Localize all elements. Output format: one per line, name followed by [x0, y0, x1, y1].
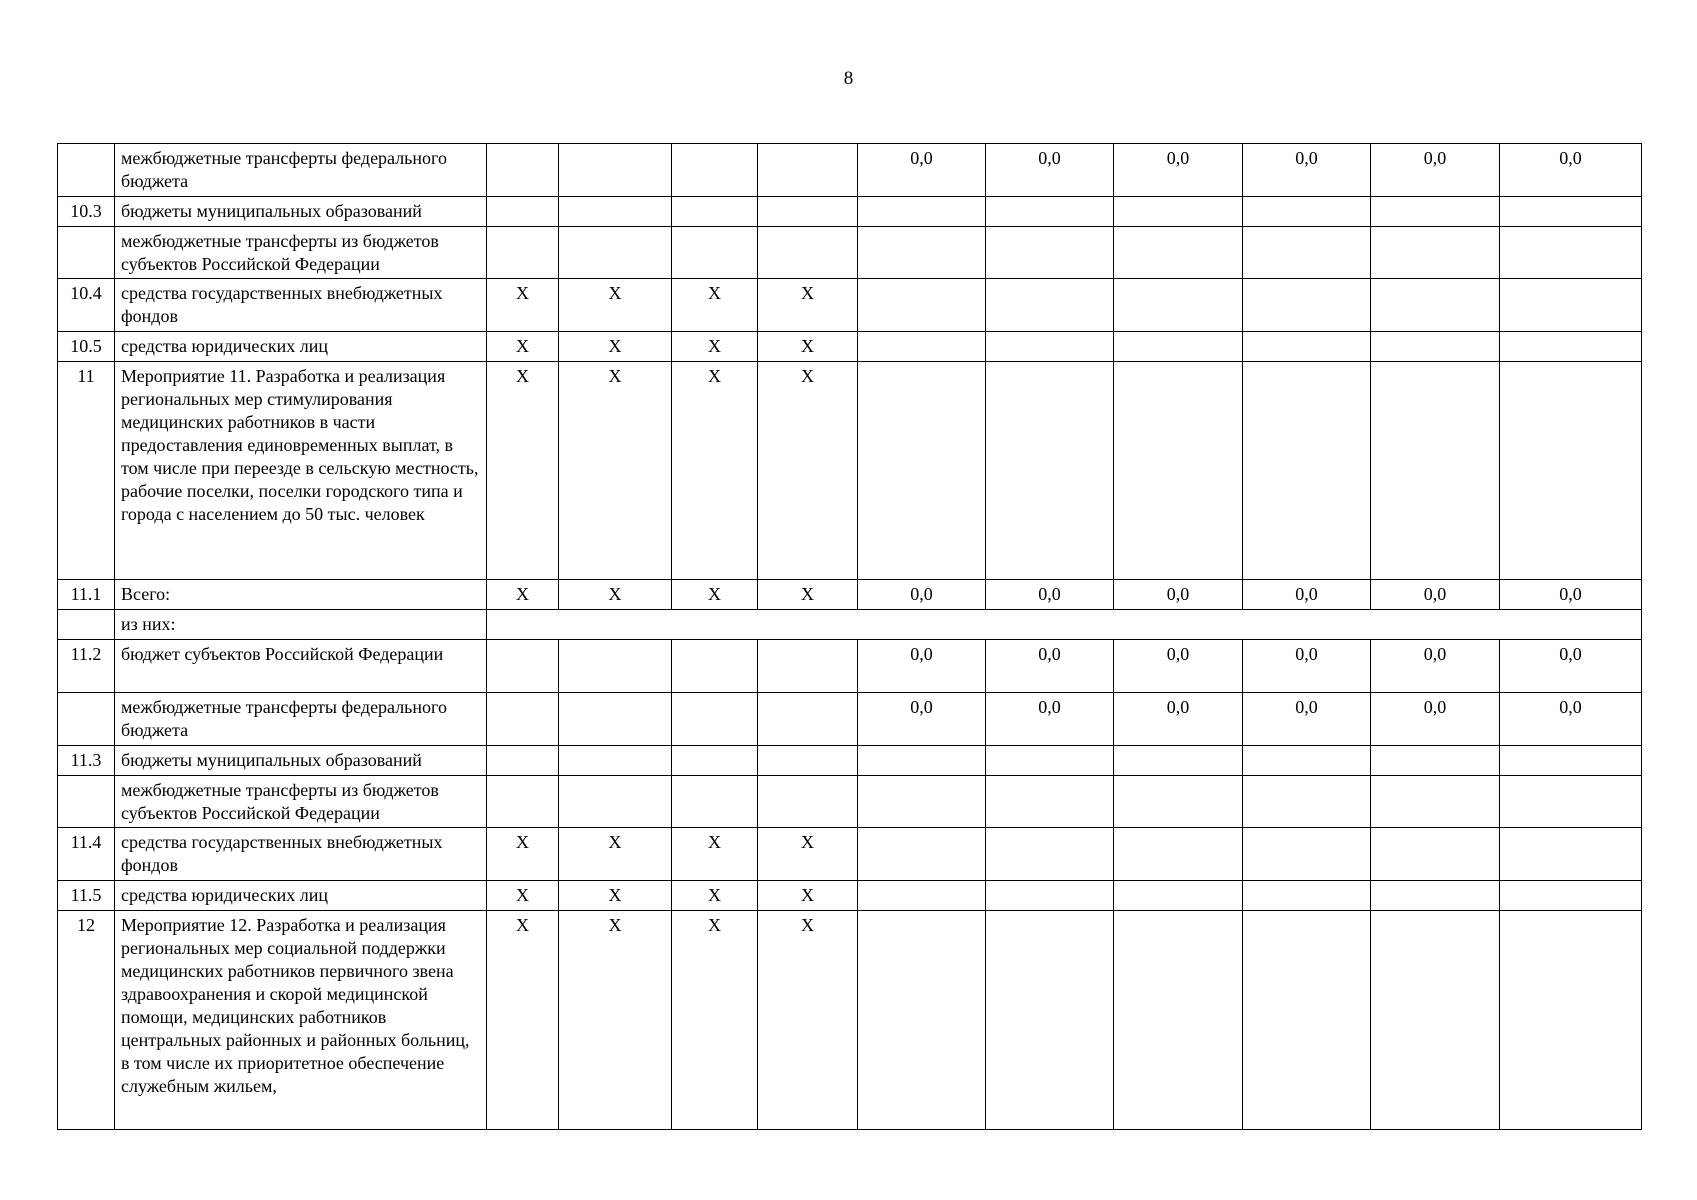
value-cell — [986, 227, 1114, 279]
value-cell — [1371, 197, 1500, 227]
row-number: 11.1 — [58, 580, 115, 610]
table-row — [58, 640, 1642, 693]
value-cell — [1114, 279, 1243, 332]
page-number: 8 — [843, 68, 854, 89]
mark-cell — [559, 693, 672, 746]
value-cell — [858, 828, 986, 881]
table-row — [58, 610, 1642, 640]
mark-cell — [559, 776, 672, 828]
mark-cell — [559, 227, 672, 279]
mark-cell — [487, 144, 559, 197]
mark-cell — [758, 776, 858, 828]
value-cell — [1114, 911, 1243, 1130]
value-cell — [1371, 227, 1500, 279]
mark-cell: X — [559, 279, 672, 332]
value-cell — [858, 362, 986, 580]
value-cell — [986, 881, 1114, 911]
mark-cell — [672, 776, 758, 828]
row-number — [58, 776, 115, 828]
value-cell — [1243, 828, 1371, 881]
mark-cell: X — [672, 362, 758, 580]
row-number — [58, 144, 115, 197]
mark-cell: X — [559, 362, 672, 580]
mark-cell — [559, 197, 672, 227]
row-name: межбюджетные трансферты из бюджетов субъектов Российской Федерации — [115, 227, 487, 279]
value-cell — [1500, 332, 1642, 362]
value-cell: 0,0 — [1114, 580, 1243, 610]
mark-cell — [758, 144, 858, 197]
row-number: 11.4 — [58, 828, 115, 881]
row-name: из них: — [115, 610, 487, 640]
value-cell — [858, 279, 986, 332]
row-name: бюджет субъектов Российской Федерации — [115, 640, 487, 693]
row-number: 11.2 — [58, 640, 115, 693]
value-cell — [1500, 227, 1642, 279]
mark-cell: X — [487, 362, 559, 580]
row-number: 10.3 — [58, 197, 115, 227]
value-cell — [1114, 776, 1243, 828]
mark-cell: X — [758, 332, 858, 362]
mark-cell: X — [487, 911, 559, 1130]
value-cell: 0,0 — [1243, 144, 1371, 197]
row-name: бюджеты муниципальных образований — [115, 746, 487, 776]
value-cell — [1243, 279, 1371, 332]
row-name: Мероприятие 12. Разработка и реализация региональных мер социальной поддержки медицинских работников первичного звена здравоохранения и скорой медицинской помощи, медицинских работников центральных районных и районных больниц, в том числе их приоритетное обеспечение служебным жильем, — [115, 911, 487, 1130]
mark-cell — [758, 746, 858, 776]
value-cell: 0,0 — [986, 693, 1114, 746]
value-cell: 0,0 — [1243, 580, 1371, 610]
value-cell — [858, 881, 986, 911]
table-row — [58, 279, 1642, 332]
row-name: средства государственных внебюджетных фондов — [115, 279, 487, 332]
mark-cell — [672, 144, 758, 197]
mark-cell: X — [487, 580, 559, 610]
mark-cell — [758, 197, 858, 227]
row-name: средства юридических лиц — [115, 332, 487, 362]
value-cell — [1243, 776, 1371, 828]
value-cell — [858, 746, 986, 776]
mark-cell — [672, 197, 758, 227]
value-cell — [1243, 332, 1371, 362]
row-number — [58, 227, 115, 279]
mark-cell — [487, 640, 559, 693]
table-row — [58, 828, 1642, 881]
table-row — [58, 144, 1642, 197]
value-cell — [858, 197, 986, 227]
value-cell: 0,0 — [1114, 640, 1243, 693]
row-name: межбюджетные трансферты федерального бюджета — [115, 693, 487, 746]
value-cell — [1114, 227, 1243, 279]
mark-cell — [559, 144, 672, 197]
table-row — [58, 332, 1642, 362]
mark-cell — [672, 746, 758, 776]
budget-table-body — [58, 144, 1642, 1130]
row-number — [58, 693, 115, 746]
mark-cell — [758, 227, 858, 279]
value-cell — [1371, 332, 1500, 362]
value-cell: 0,0 — [1114, 693, 1243, 746]
row-name: средства юридических лиц — [115, 881, 487, 911]
value-cell — [1243, 197, 1371, 227]
mark-cell: X — [672, 279, 758, 332]
value-cell — [858, 776, 986, 828]
mark-cell — [672, 640, 758, 693]
row-name: межбюджетные трансферты федерального бюджета — [115, 144, 487, 197]
value-cell — [1500, 362, 1642, 580]
value-cell: 0,0 — [858, 144, 986, 197]
mark-cell: X — [672, 580, 758, 610]
table-row — [58, 227, 1642, 279]
value-cell — [986, 362, 1114, 580]
value-cell — [1371, 279, 1500, 332]
mark-cell: X — [672, 828, 758, 881]
mark-cell: X — [487, 881, 559, 911]
value-cell: 0,0 — [1371, 640, 1500, 693]
value-cell — [858, 911, 986, 1130]
row-number: 11.5 — [58, 881, 115, 911]
value-cell: 0,0 — [858, 640, 986, 693]
value-cell — [986, 332, 1114, 362]
value-cell — [1371, 828, 1500, 881]
table-row — [58, 776, 1642, 828]
mark-cell: X — [758, 362, 858, 580]
mark-cell: X — [672, 911, 758, 1130]
value-cell — [1500, 197, 1642, 227]
value-cell — [1114, 362, 1243, 580]
value-cell — [1371, 746, 1500, 776]
mark-cell — [758, 640, 858, 693]
value-cell: 0,0 — [858, 580, 986, 610]
mark-cell: X — [758, 580, 858, 610]
row-name: бюджеты муниципальных образований — [115, 197, 487, 227]
row-name: межбюджетные трансферты из бюджетов субъектов Российской Федерации — [115, 776, 487, 828]
mark-cell: X — [758, 828, 858, 881]
value-cell — [1243, 746, 1371, 776]
value-cell: 0,0 — [986, 640, 1114, 693]
value-cell: 0,0 — [1500, 693, 1642, 746]
row-name: Всего: — [115, 580, 487, 610]
value-cell — [1500, 911, 1642, 1130]
row-number: 10.5 — [58, 332, 115, 362]
mark-cell — [487, 746, 559, 776]
value-cell — [986, 828, 1114, 881]
value-cell — [858, 227, 986, 279]
mark-cell: X — [487, 279, 559, 332]
value-cell — [1243, 881, 1371, 911]
value-cell — [1500, 881, 1642, 911]
value-cell: 0,0 — [1500, 640, 1642, 693]
value-cell: 0,0 — [1114, 144, 1243, 197]
table-row — [58, 197, 1642, 227]
row-name: Мероприятие 11. Разработка и реализация региональных мер стимулирования медицинских работников в части предоставления единовременных выплат, в том числе при переезде в сельскую местность, рабочие поселки, поселки городского типа и города с населением до 50 тыс. человек — [115, 362, 487, 580]
mark-cell — [672, 693, 758, 746]
row-number: 11 — [58, 362, 115, 580]
value-cell — [1371, 362, 1500, 580]
mark-cell: X — [487, 828, 559, 881]
row-number: 10.4 — [58, 279, 115, 332]
mark-cell: X — [559, 881, 672, 911]
mark-cell: X — [758, 881, 858, 911]
value-cell: 0,0 — [986, 580, 1114, 610]
value-cell — [1243, 362, 1371, 580]
value-cell — [986, 746, 1114, 776]
value-cell — [1371, 911, 1500, 1130]
mark-cell — [487, 776, 559, 828]
value-cell — [986, 911, 1114, 1130]
value-cell — [1500, 746, 1642, 776]
table-row — [58, 911, 1642, 1130]
table-row — [58, 881, 1642, 911]
value-cell: 0,0 — [986, 144, 1114, 197]
value-cell — [1371, 776, 1500, 828]
row-number — [58, 610, 115, 640]
value-cell — [986, 197, 1114, 227]
mark-cell — [672, 227, 758, 279]
mark-cell: X — [559, 580, 672, 610]
value-cell: 0,0 — [1500, 144, 1642, 197]
value-cell: 0,0 — [1371, 144, 1500, 197]
value-cell — [1371, 881, 1500, 911]
value-cell: 0,0 — [1371, 693, 1500, 746]
value-cell — [1114, 332, 1243, 362]
value-cell — [1114, 881, 1243, 911]
value-cell — [986, 776, 1114, 828]
table-row — [58, 362, 1642, 580]
value-cell: 0,0 — [1243, 693, 1371, 746]
mark-cell: X — [758, 279, 858, 332]
mark-cell — [487, 197, 559, 227]
mark-cell — [559, 746, 672, 776]
value-cell — [1243, 911, 1371, 1130]
mark-cell: X — [487, 332, 559, 362]
mark-cell: X — [758, 911, 858, 1130]
table-row — [58, 746, 1642, 776]
mark-cell: X — [559, 332, 672, 362]
value-cell — [1114, 746, 1243, 776]
row-number: 11.3 — [58, 746, 115, 776]
value-cell: 0,0 — [1371, 580, 1500, 610]
mark-cell: X — [559, 911, 672, 1130]
value-cell — [986, 279, 1114, 332]
mark-cell — [487, 693, 559, 746]
mark-cell: X — [672, 332, 758, 362]
value-cell — [1500, 828, 1642, 881]
value-cell: 0,0 — [1243, 640, 1371, 693]
mark-cell: X — [672, 881, 758, 911]
value-cell — [1114, 828, 1243, 881]
value-cell — [858, 332, 986, 362]
mark-cell — [559, 640, 672, 693]
value-cell: 0,0 — [858, 693, 986, 746]
row-number: 12 — [58, 911, 115, 1130]
table-row — [58, 693, 1642, 746]
mark-cell — [758, 693, 858, 746]
value-cell — [1500, 279, 1642, 332]
value-cell: 0,0 — [1500, 580, 1642, 610]
value-cell — [1243, 227, 1371, 279]
row-name: средства государственных внебюджетных фондов — [115, 828, 487, 881]
table-row — [58, 580, 1642, 610]
merged-cell — [487, 610, 1642, 640]
budget-table — [57, 143, 1642, 1130]
mark-cell — [487, 227, 559, 279]
value-cell — [1500, 776, 1642, 828]
mark-cell: X — [559, 828, 672, 881]
value-cell — [1114, 197, 1243, 227]
